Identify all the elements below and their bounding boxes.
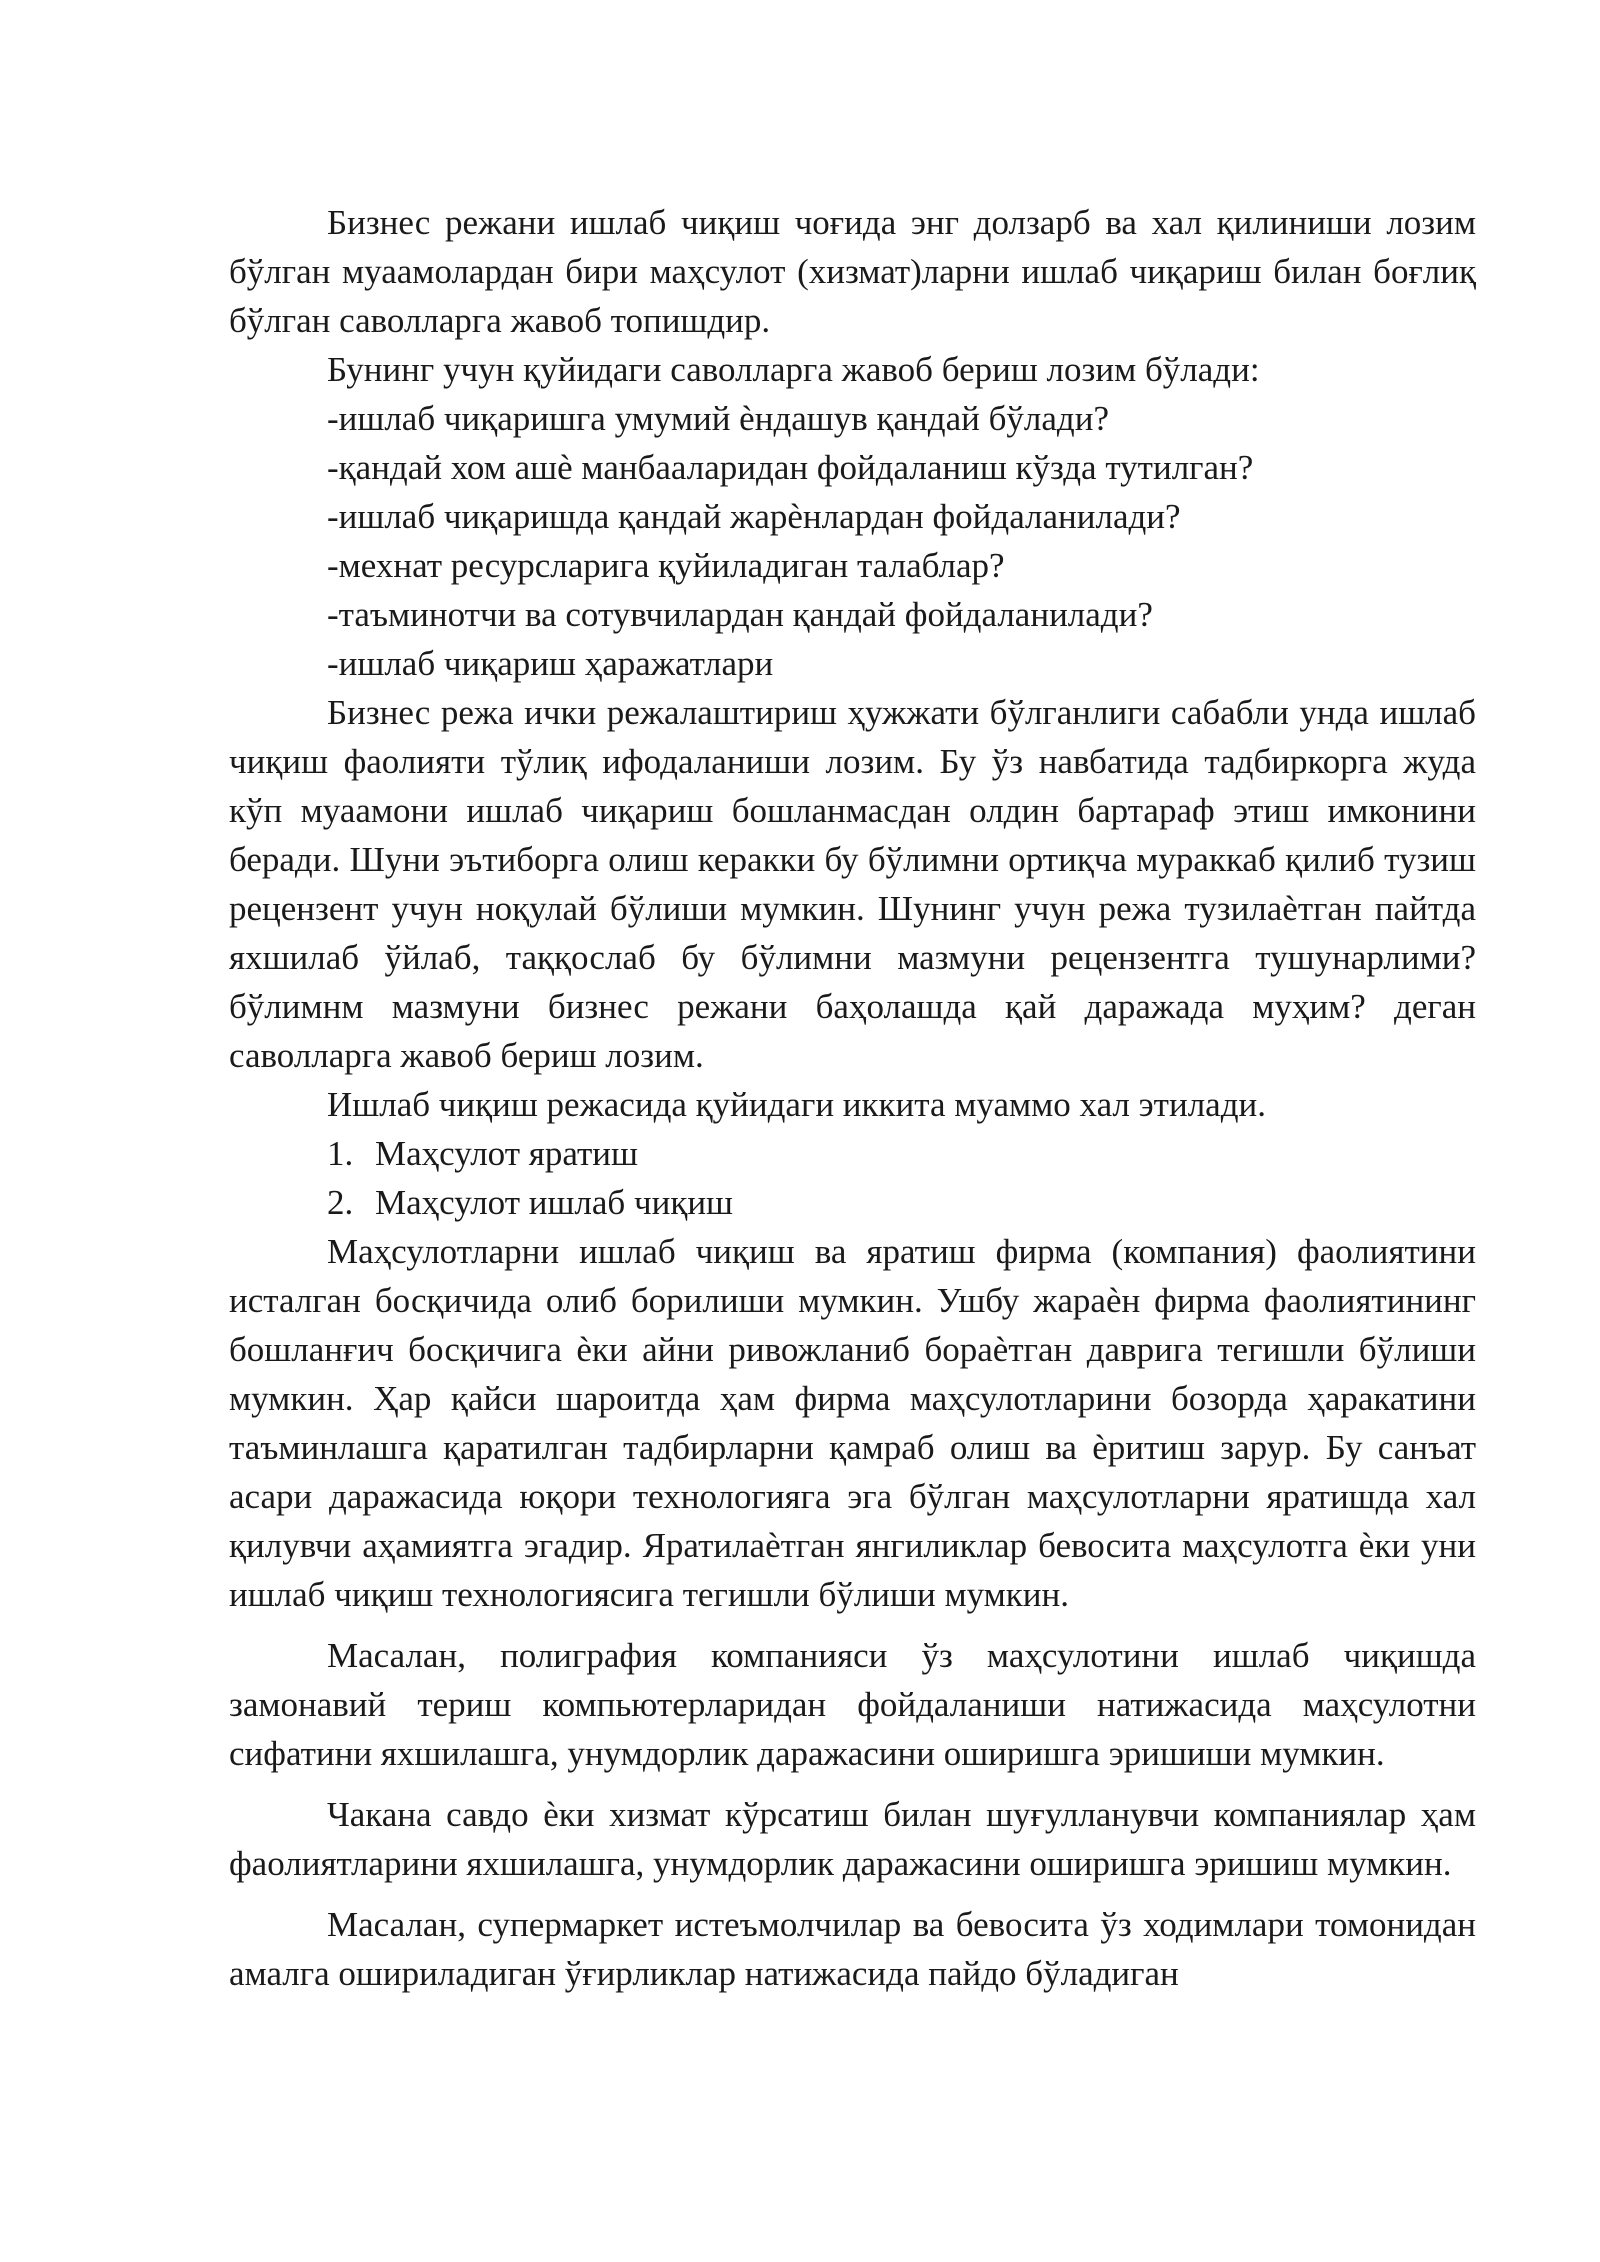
question-line: -ишлаб чиқаришда қандай жарѐнлардан фойдаланилади?: [327, 497, 1181, 536]
question-line: -мехнат ресурсларига қуйиладиган талаблар?: [327, 546, 1005, 585]
paragraph: Масалан, супермаркет истеъмолчилар ва бевосита ўз ходимлари томонидан амалга ошириладиган ўғирликлар натижасида пайдо бўладиган: [229, 1905, 1476, 1993]
list-text: Маҳсулот яратиш: [375, 1134, 638, 1173]
question-line: -таъминотчи ва сотувчилардан қандай фойдаланилади?: [327, 595, 1153, 634]
list-item: [229, 1178, 1476, 1227]
question-line: -ишлаб чиқаришга умумий ѐндашув қандай бўлади?: [327, 399, 1109, 438]
paragraph: Чакана савдо ѐки хизмат кўрсатиш билан шуғулланувчи компаниялар ҳам фаолиятларини яхшилашга, унумдорлик даражасини оширишга эришиш мумкин.: [229, 1795, 1476, 1883]
paragraph: Маҳсулотларни ишлаб чиқиш ва яратиш фирма (компания) фаолиятини исталган босқичида олиб борилиши мумкин. Ушбу жараѐн фирма фаолиятининг бошланғич босқичига ѐки айни ривожланиб бораѐтган даврига тегишли бўлиши мумкин. Ҳар қайси шароитда ҳам фирма маҳсулотларини бозорда ҳаракатини таъминлашга қаратилган тадбирларни қамраб олиш ва ѐритиш зарур. Бу санъат асари даражасида юқори технологияга эга бўлган маҳсулотларни яратишда хал қилувчи аҳамиятга эгадир. Яратилаѐтган янгиликлар бевосита маҳсулотга ѐки уни ишлаб чиқиш технологиясига тегишли бўлиши мумкин.: [229, 1232, 1476, 1614]
paragraph: Бунинг учун қуйидаги саволларга жавоб бериш лозим бўлади:: [327, 350, 1260, 389]
list-number: 2.: [327, 1183, 354, 1222]
list-number: 1.: [327, 1134, 354, 1173]
paragraph: Бизнес режани ишлаб чиқиш чоғида энг долзарб ва хал қилиниши лозим бўлган муаамолардан бири маҳсулот (хизмат)ларни ишлаб чиқариш билан боғлиқ бўлган саволларга жавоб топишдир.: [229, 203, 1476, 340]
question-line: -ишлаб чиқариш ҳаражатлари: [327, 644, 774, 683]
list-item: [229, 1129, 1476, 1178]
question-line: -қандай хом ашѐ манбааларидан фойдаланиш кўзда тутилган?: [327, 448, 1254, 487]
list-text: Маҳсулот ишлаб чиқиш: [375, 1183, 733, 1222]
paragraph: Масалан, полиграфия компанияси ўз маҳсулотини ишлаб чиқишда замонавий териш компьютерларидан фойдаланиши натижасида маҳсулотни сифатини яхшилашга, унумдорлик даражасини оширишга эришиши мумкин.: [229, 1636, 1476, 1773]
document-body: [229, 198, 1476, 1998]
paragraph: Ишлаб чиқиш режасида қуйидаги иккита муаммо хал этилади.: [327, 1085, 1266, 1124]
paragraph: Бизнес режа ички режалаштириш ҳужжати бўлганлиги сабабли унда ишлаб чиқиш фаолияти тўлиқ ифодаланиши лозим. Бу ўз навбатида тадбиркорга жуда кўп муаамони ишлаб чиқариш бошланмасдан олдин бартараф этиш имконини беради. Шуни эътиборга олиш керакки бу бўлимни ортиқча мураккаб қилиб тузиш рецензент учун ноқулай бўлиши мумкин. Шунинг учун режа тузилаѐтган пайтда яхшилаб ўйлаб, таққослаб бу бўлимни мазмуни рецензентга тушунарлими? бўлимнм мазмуни бизнес режани баҳолашда қай даражада муҳим? деган саволларга жавоб бериш лозим.: [229, 693, 1476, 1075]
